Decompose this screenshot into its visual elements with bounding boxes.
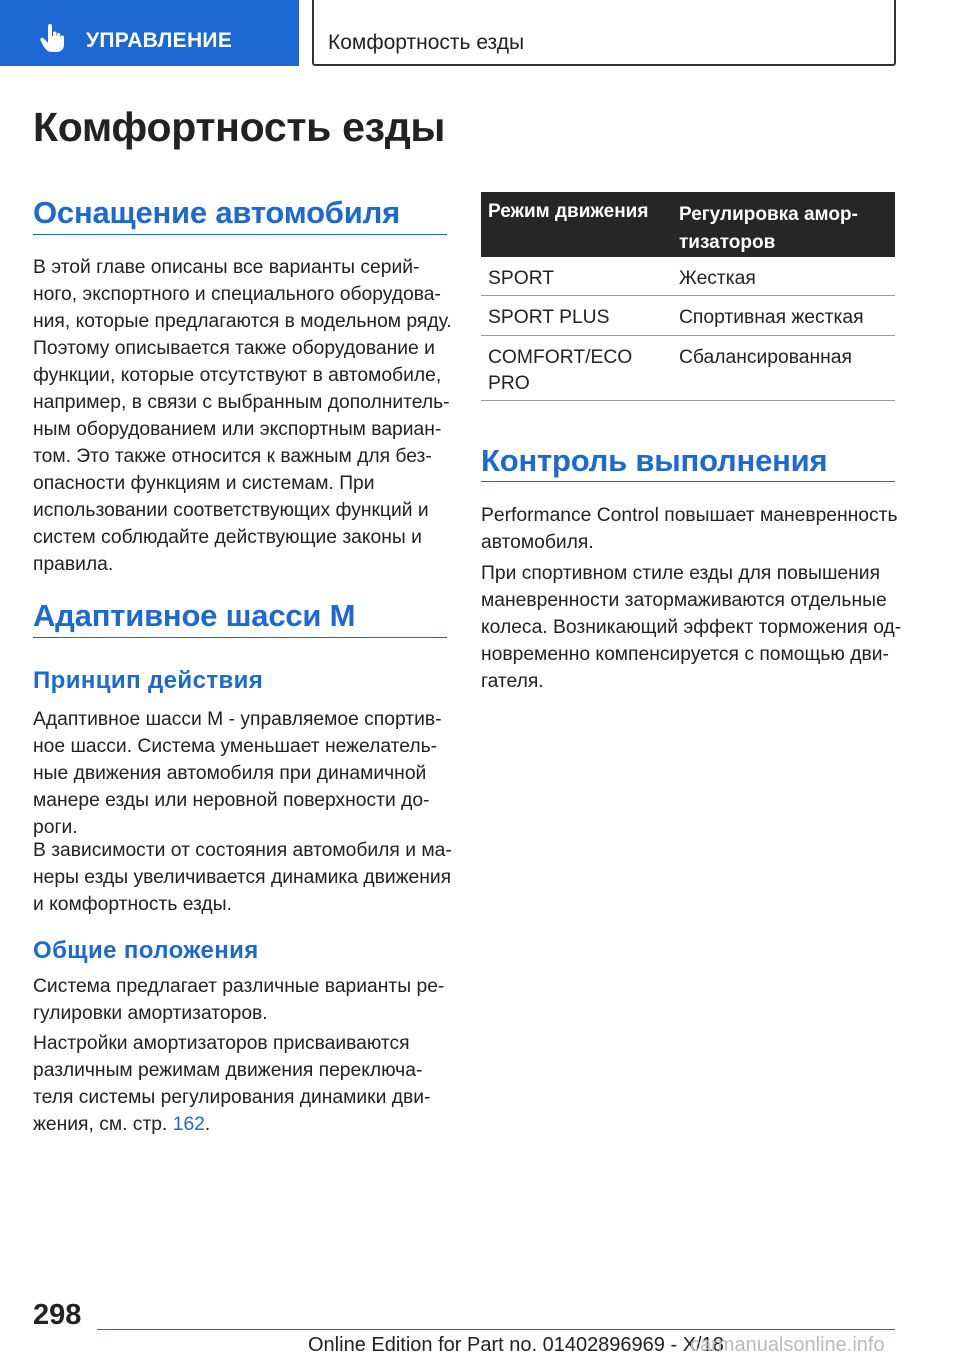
general-paragraph-1: Система предлагает различные варианты ре- гулировки амортизаторов. bbox=[33, 976, 445, 1024]
table-cell-mode: SPORT bbox=[488, 268, 555, 289]
table-cell-setting: Жесткая bbox=[679, 268, 756, 289]
page-reference-link[interactable]: 162 bbox=[172, 1114, 205, 1135]
equipment-heading-rule bbox=[33, 234, 447, 235]
table-header-mode: Режим движения bbox=[488, 201, 649, 222]
page-number: 298 bbox=[33, 1299, 82, 1331]
footer-rule bbox=[97, 1329, 895, 1330]
general-heading: Общие положения bbox=[33, 937, 259, 964]
damper-settings-table bbox=[481, 192, 895, 401]
performance-paragraph-1: Performance Control повышает маневренность автомобиля. bbox=[481, 505, 898, 553]
table-cell-setting: Спортивная жесткая bbox=[679, 307, 864, 328]
table-header-setting: Регулировка амор- тизаторов bbox=[679, 204, 858, 253]
table-cell-mode: SPORT PLUS bbox=[488, 307, 610, 328]
principle-paragraph-1: Адаптивное шасси M - управляемое спортив- ное шасси. Система уменьшает нежелатель- ные движения автомобиля при динамичной манере езды или неровной поверхности до- роги. bbox=[33, 709, 442, 838]
performance-paragraph-2: При спортивном стиле езды для повышения маневренности затормаживаются отдельные колеса. Возникающий эффект торможения од- новременно компенсируется с помощью дви- гателя. bbox=[481, 563, 902, 692]
principle-paragraph-2: В зависимости от состояния автомобиля и ма- неры езды увеличивается динамика движения и комфортность езды. bbox=[33, 840, 452, 915]
adaptive-chassis-heading-rule bbox=[33, 637, 447, 638]
hand-pointer-icon bbox=[40, 24, 64, 52]
equipment-paragraph: В этой главе описаны все варианты серий- ного, экспортного и специального оборудова- ния, которые предлагаются в модельном ряду. Поэтому описывается также оборудование и функции, которые отсутствуют в автомобиле, например, в связи с выбранным дополнитель- ным оборудованием или экспортным вариан- том. Это также относится к важным для без- опасности функциям и системам. При использовании соответствующих функций и систем соблюдайте действующие законы и правила. bbox=[33, 257, 452, 575]
principle-heading: Принцип действия bbox=[33, 667, 264, 694]
page-title: Комфортность езды bbox=[33, 104, 446, 150]
table-cell-mode: COMFORT/ECO PRO bbox=[488, 347, 633, 394]
table-row bbox=[481, 296, 895, 336]
equipment-heading: Оснащение автомобиля bbox=[33, 195, 400, 230]
performance-control-heading-rule bbox=[481, 481, 895, 482]
chapter-header-label: Комфортность езды bbox=[328, 31, 525, 54]
edition-info: Online Edition for Part no. 01402896969 - X/18 bbox=[308, 1334, 724, 1356]
table-cell-setting: Сбалансированная bbox=[679, 347, 852, 368]
section-tab-controls[interactable] bbox=[0, 0, 299, 66]
adaptive-chassis-heading: Адаптивное шасси M bbox=[33, 598, 356, 633]
chapter-header bbox=[312, 0, 896, 66]
general-paragraph-2: Настройки амортизаторов присваиваются различным режимам движения переключа- теля системы регулирования динамики дви- жения, см. стр. 162. bbox=[33, 1033, 431, 1135]
table-row bbox=[481, 257, 895, 296]
section-tab-label: УПРАВЛЕНИЕ bbox=[86, 29, 233, 52]
table-row bbox=[481, 336, 895, 401]
performance-control-heading: Контроль выполнения bbox=[481, 443, 828, 478]
watermark: carmanualsonline.info bbox=[690, 1334, 885, 1356]
table-header bbox=[481, 192, 895, 257]
